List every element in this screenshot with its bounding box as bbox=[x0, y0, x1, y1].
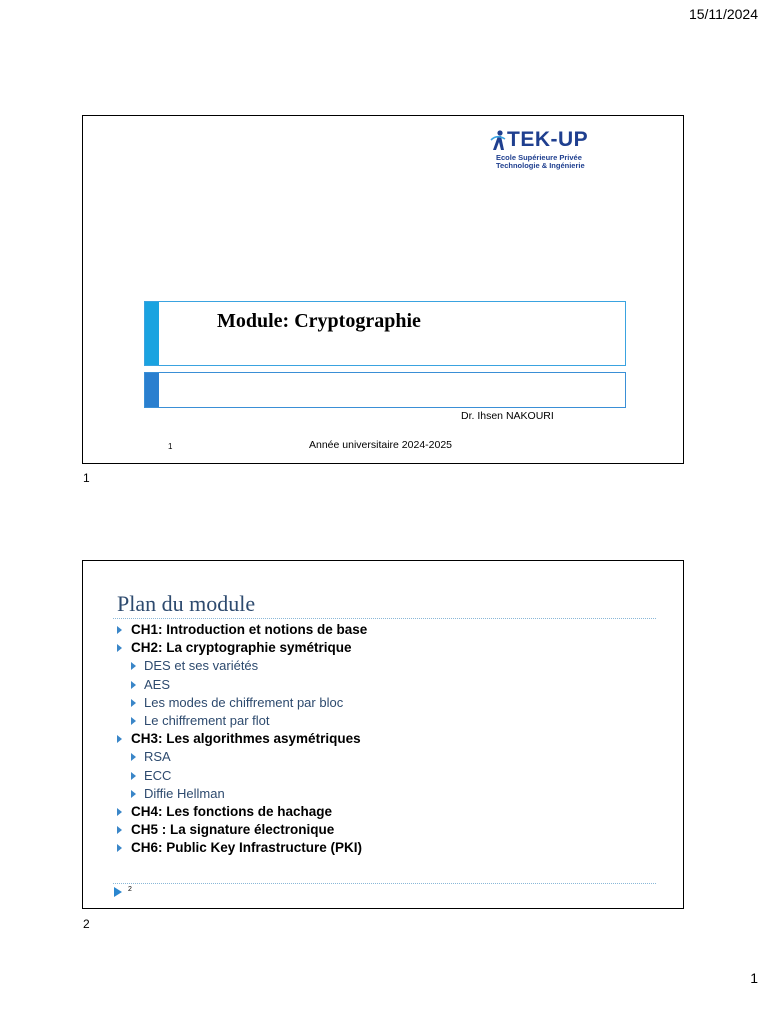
bullet-arrow-icon bbox=[131, 717, 136, 725]
bullet-arrow-icon bbox=[117, 826, 122, 834]
item-text: DES et ses variétés bbox=[144, 658, 259, 674]
tekup-logo bbox=[489, 128, 609, 172]
chapter-item bbox=[83, 730, 367, 748]
item-text: AES bbox=[144, 676, 171, 692]
bullet-arrow-icon bbox=[131, 790, 136, 798]
bullet-arrow-icon bbox=[131, 681, 136, 689]
logo-tagline-2: Technologie & Ingénierie bbox=[496, 161, 585, 170]
chapter-item bbox=[83, 821, 367, 839]
subtopic-item bbox=[83, 712, 367, 730]
item-text: Les modes de chiffrement par bloc bbox=[144, 694, 344, 710]
slide-caption-1: 1 bbox=[83, 471, 90, 485]
chapter-item bbox=[83, 803, 367, 821]
subtopic-item bbox=[83, 767, 367, 785]
slide-caption-2: 2 bbox=[83, 917, 90, 931]
slide-title: Plan du module bbox=[117, 591, 256, 616]
footer-divider bbox=[113, 883, 656, 884]
author: Dr. Ihsen NAKOURI bbox=[461, 410, 554, 422]
item-text: Le chiffrement par flot bbox=[144, 712, 270, 728]
item-text: CH1: Introduction et notions de base bbox=[131, 622, 368, 637]
subtopic-item bbox=[83, 676, 367, 694]
item-text: RSA bbox=[144, 749, 171, 765]
logo-name: TEK-UP bbox=[507, 128, 589, 151]
item-text: CH6: Public Key Infrastructure (PKI) bbox=[131, 840, 363, 856]
print-date: 15/11/2024 bbox=[688, 6, 758, 22]
title-divider bbox=[113, 618, 656, 619]
slide-2 bbox=[82, 560, 684, 909]
bullet-arrow-icon bbox=[117, 844, 122, 852]
chapter-item bbox=[83, 839, 367, 857]
item-text: CH2: La cryptographie symétrique bbox=[131, 640, 352, 656]
slide-number: 2 bbox=[128, 886, 132, 893]
bullet-arrow-icon bbox=[131, 753, 136, 761]
item-text: ECC bbox=[144, 767, 172, 783]
chapter-item bbox=[83, 621, 367, 639]
bullet-arrow-icon bbox=[117, 735, 122, 743]
slide-1 bbox=[82, 115, 684, 464]
subtitle-box bbox=[144, 372, 626, 408]
subtopic-item bbox=[83, 748, 367, 766]
academic-year: Année universitaire 2024-2025 bbox=[309, 439, 453, 451]
item-text: CH3: Les algorithmes asymétriques bbox=[131, 731, 361, 747]
slide-number: 1 bbox=[168, 442, 173, 451]
title-box bbox=[144, 301, 626, 366]
bullet-arrow-icon bbox=[117, 808, 122, 816]
subtitle-accent-bar bbox=[145, 373, 159, 407]
footer-arrow-icon bbox=[114, 887, 122, 897]
subtopic-item bbox=[83, 694, 367, 712]
item-text: CH4: Les fonctions de hachage bbox=[131, 803, 333, 819]
bullet-arrow-icon bbox=[117, 644, 122, 652]
chapter-item bbox=[83, 639, 367, 657]
slide-title: Module: Cryptographie bbox=[217, 310, 421, 332]
logo-figure-icon bbox=[489, 130, 507, 152]
logo-tagline-1: Ecole Supérieure Privée bbox=[496, 153, 582, 162]
bullet-arrow-icon bbox=[131, 772, 136, 780]
item-text: CH5 : La signature électronique bbox=[131, 822, 335, 838]
page-number: 1 bbox=[750, 970, 758, 986]
title-accent-bar bbox=[145, 302, 159, 365]
bullet-arrow-icon bbox=[131, 699, 136, 707]
bullet-arrow-icon bbox=[131, 662, 136, 670]
item-text: Diffie Hellman bbox=[144, 785, 225, 801]
subtopic-item bbox=[83, 657, 367, 675]
subtopic-item bbox=[83, 785, 367, 803]
outline-list bbox=[83, 621, 367, 857]
bullet-arrow-icon bbox=[117, 626, 122, 634]
